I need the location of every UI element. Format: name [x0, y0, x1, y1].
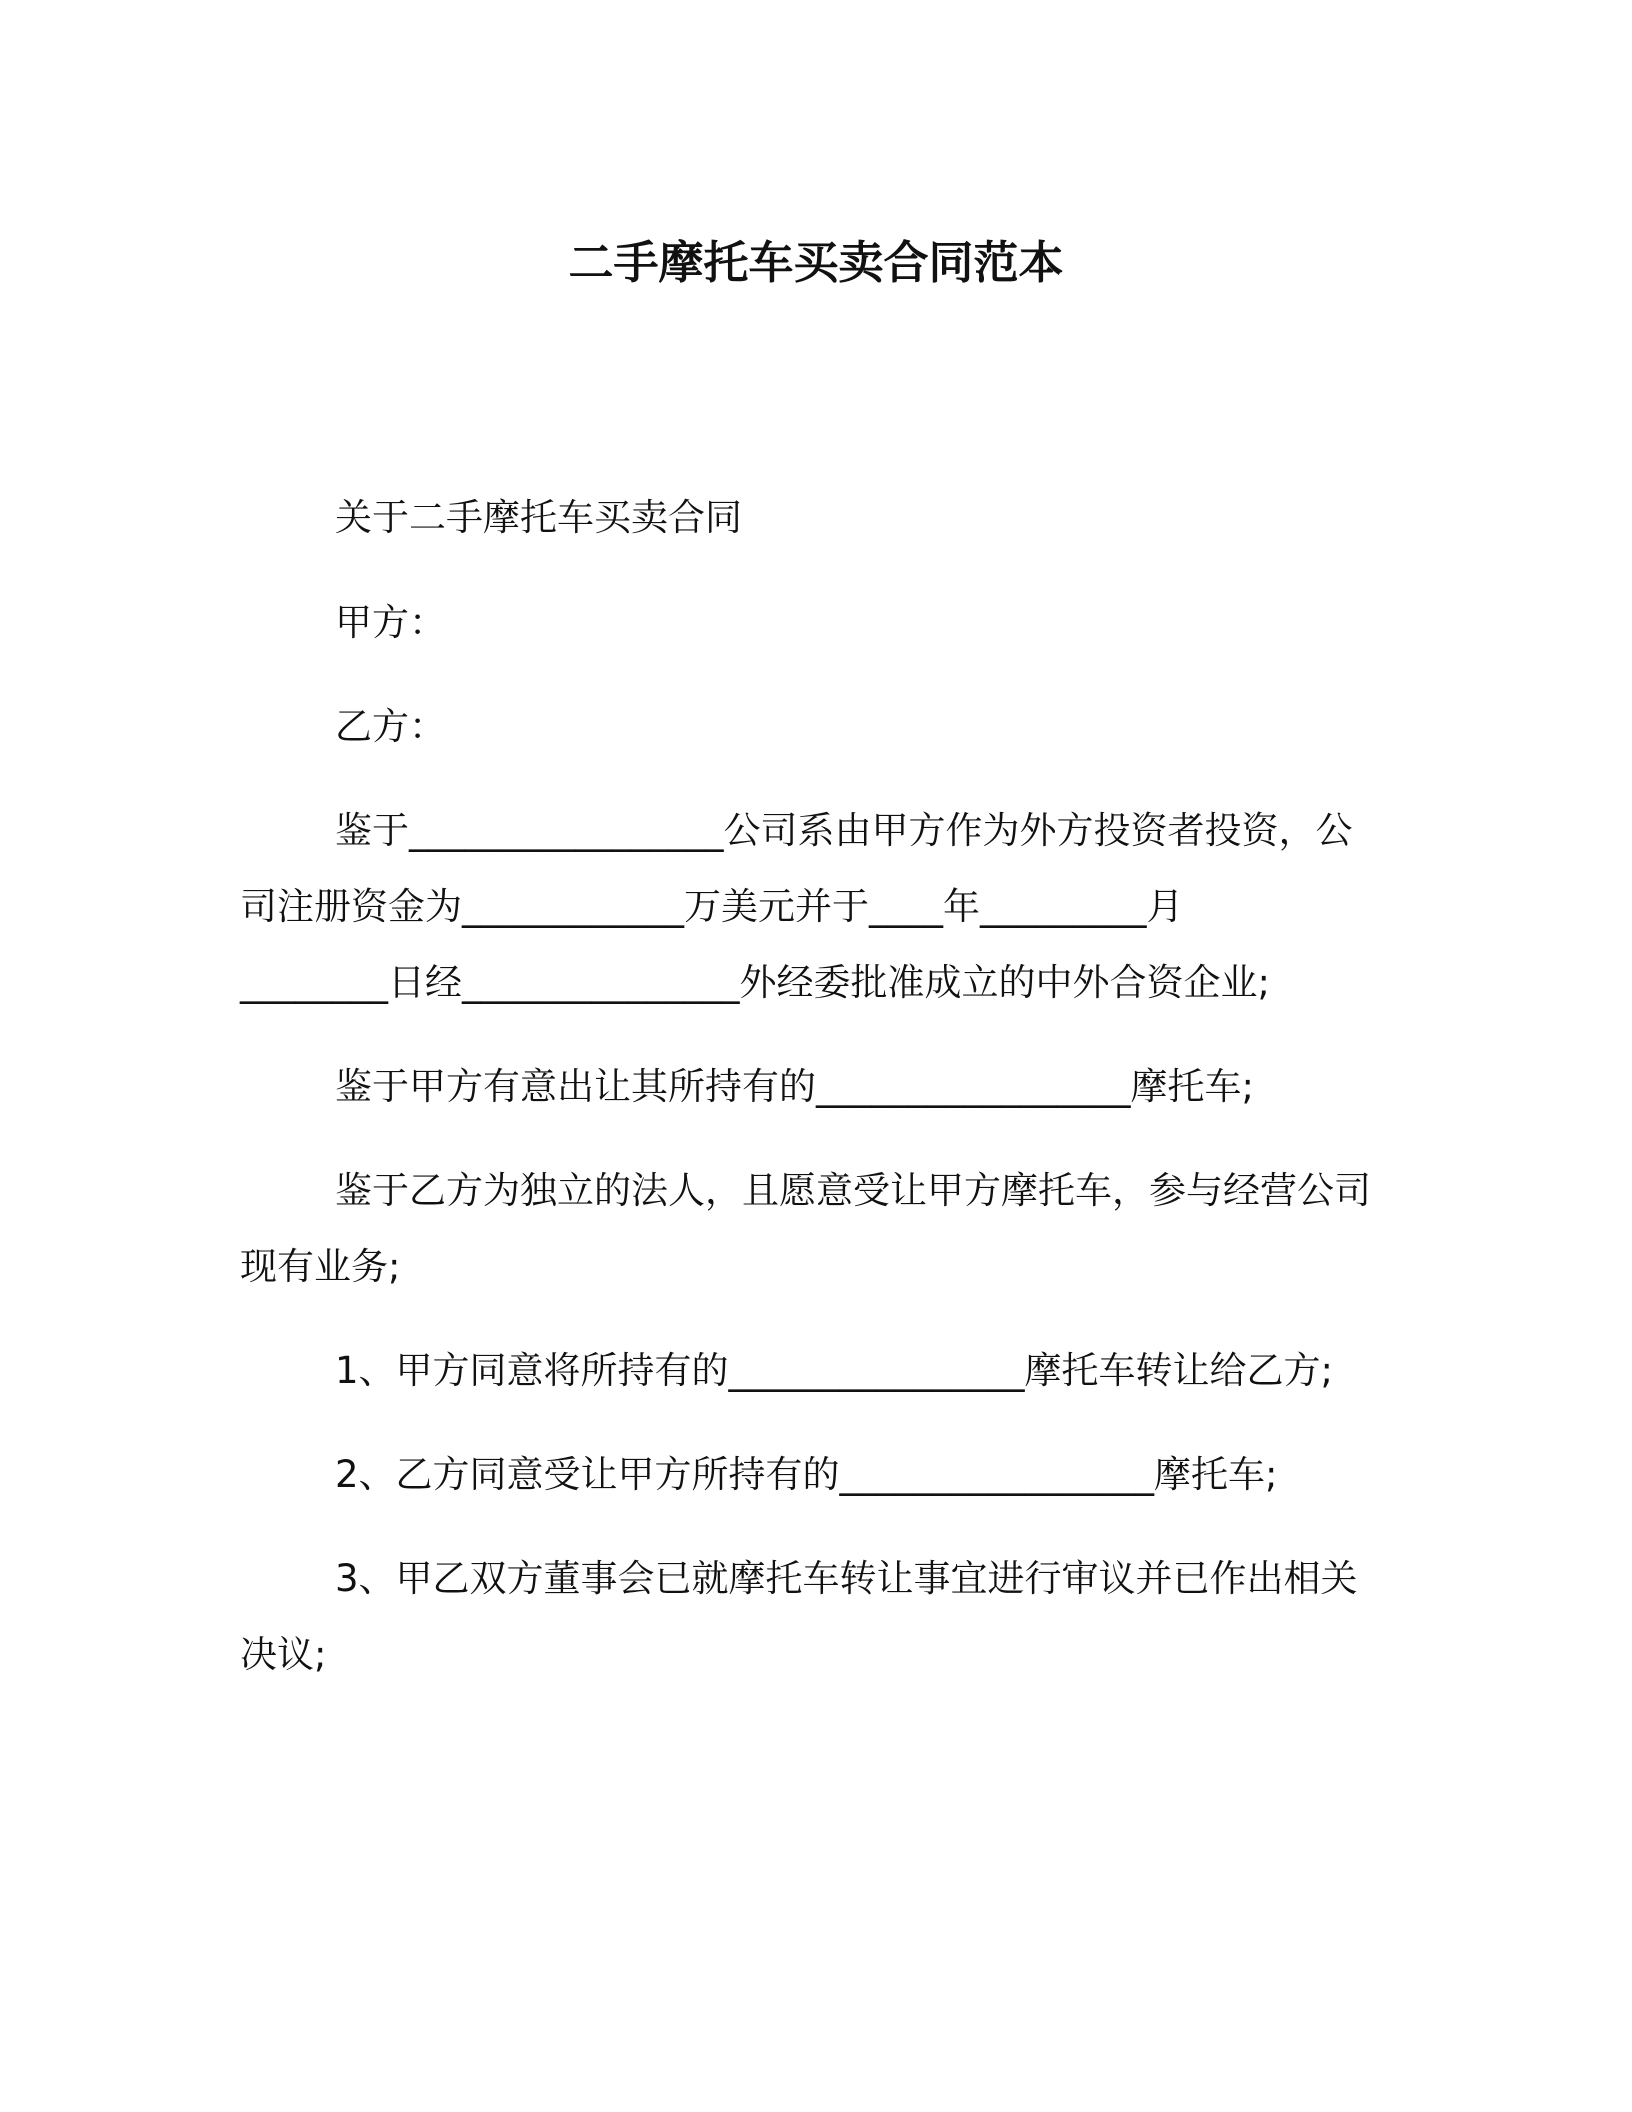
recital-1-line-3: ________日经_______________外经委批准成立的中外合资企业;	[240, 961, 1270, 1004]
party-a-label: 甲方：	[335, 601, 446, 644]
clause-2: 2、乙方同意受让甲方所持有的_________________摩托车;	[335, 1453, 1278, 1496]
clause-1: 1、甲方同意将所持有的________________摩托车转让给乙方;	[335, 1349, 1334, 1392]
party-b-label: 乙方：	[335, 705, 446, 748]
recital-1-line-1: 鉴于_________________公司系由甲方作为外方投资者投资，公	[335, 809, 1353, 852]
recital-3-line-2: 现有业务;	[240, 1245, 401, 1288]
contract-heading: 关于二手摩托车买卖合同	[335, 496, 742, 539]
recital-3-line-1: 鉴于乙方为独立的法人，且愿意受让甲方摩托车，参与经营公司	[335, 1169, 1371, 1212]
recital-1-line-2: 司注册资金为____________万美元并于____年_________月	[240, 885, 1184, 928]
recital-2: 鉴于甲方有意出让其所持有的_________________摩托车;	[335, 1065, 1254, 1108]
clause-3-line-1: 3、甲乙双方董事会已就摩托车转让事宜进行审议并已作出相关	[335, 1557, 1358, 1600]
clause-3-line-2: 决议;	[240, 1633, 327, 1676]
document-title: 二手摩托车买卖合同范本	[568, 236, 1064, 289]
